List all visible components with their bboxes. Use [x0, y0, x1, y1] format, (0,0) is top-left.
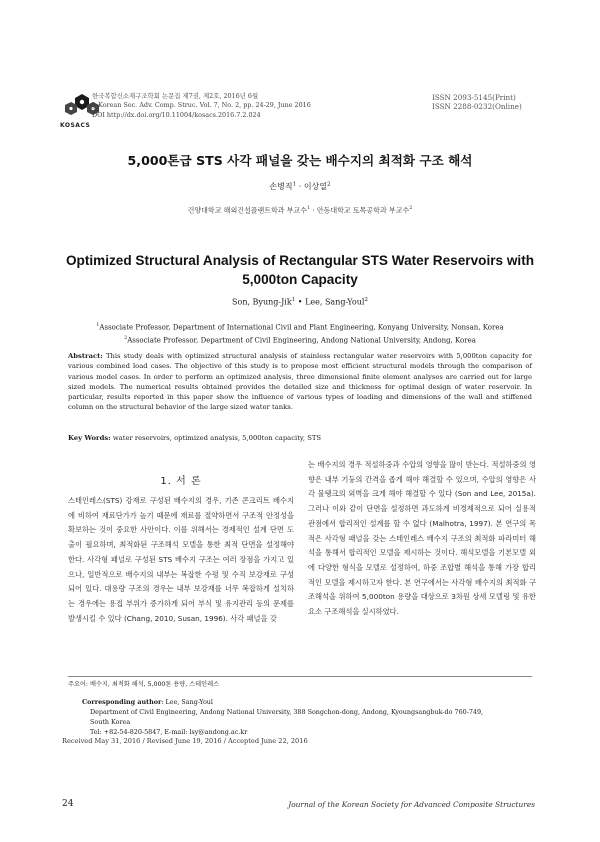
author-ko-2: 이상열 — [303, 182, 327, 191]
author-separator: · — [296, 182, 304, 191]
footnote-divider — [68, 676, 532, 677]
paper-title-en: Optimized Structural Analysis of Rectangular STS Water Reservoirs with 5,000ton Capacity — [65, 253, 535, 287]
author-en-2: Lee, Sang-Youl — [305, 297, 365, 307]
affil-en-2-text: Associate Professor, Department of Civil Engineering, Andong National University, Andong, Korea — [127, 336, 476, 345]
issn-online: ISSN 2288-0232(Online) — [432, 102, 522, 112]
author-ko-2-sup: 2 — [327, 181, 331, 188]
section-heading-introduction: 1. 서 론 — [160, 476, 202, 487]
abstract-label: Abstract: — [68, 352, 103, 360]
corresponding-contact[interactable]: Tel: +82-54-820-5847, E-mail: lsy@andong.ac.kr — [90, 728, 248, 736]
journal-logo-text: KOSACS — [60, 122, 91, 129]
journal-citation-en: J. Korean Soc. Adv. Comp. Struc. Vol. 7, No. 2, pp. 24-29, June 2016 — [92, 101, 311, 110]
keywords-label: Key Words: — [68, 434, 111, 442]
body-text-right-column: 는 배수지의 경우 적설하중과 수압의 영향을 많이 받는다. 적설하중의 영향은 내부 기둥의 간격을 좁게 해야 해결할 수 있으며, 수압의 영향은 사각 물탱크의 외벽을 크게 해야 해결할 수 있다 (Son and Lee, 2015a). 그러나 이와 같이 단면을 설정하면 과도하게 비경제적으로 되어 실용적 관점에서 합리적인 설계를 할 수 없다 (Malhotra, 1997). 본 연구의 목적은 사각형 패널을 갖는 스테인레스 배수지 구조의 최적화 파라미터 해석을 통해서 합리적인 모델을 제시하는 것이다. 해석모델을 기본모델 외에 다양한 형식을 모델로 설정하여, 하중 조합별 해석을 통해 가장 합리적인 모델을 제시하고자 한다. 본 연구에서는 사각형 배수지의 최적화 구조해석을 위하여 5,000ton 용량을 대상으로 3차원 상세 모델링 및 유한요소 구조해석을 실시하였다. — [308, 460, 536, 617]
authors-ko — [0, 181, 600, 192]
abstract-text: This study deals with optimized structural analysis of stainless rectangular water reservoirs with 5,000ton capacity for various combined load cases. The objective of this study is to propose most efficient structural models through the comparison of various model cases. In order to perform an optimized analysis, three dimensional finite element analyses are carried out for large sized models. The numerical results obtained provides the detailed size and thickness for optimal design of water reservoir. In particular, results reported in this paper show the influence of various types of loading and dimensions of the wall and stiffened column on the structural behavior of the large sized water tanks. — [68, 352, 532, 412]
affil-separator: · — [310, 206, 317, 215]
corresponding-address-2: South Korea — [90, 718, 131, 726]
author-ko-1-sup: 1 — [292, 181, 297, 188]
corresponding-author-block — [82, 697, 532, 737]
journal-header — [92, 92, 311, 120]
corresponding-address-1: Department of Civil Engineering, Andong National University, 388 Songchon-dong, Andong, Kyoungsangbuk-do 760-749, — [90, 708, 484, 716]
affil-en-1 — [0, 320, 600, 333]
author-ko-1: 손병직 — [269, 182, 293, 191]
keywords — [68, 434, 532, 442]
doi-link[interactable]: DOI http://dx.doi.org/10.11004/kosacs.2016.7.2.024 — [92, 110, 261, 119]
abstract — [68, 351, 532, 413]
affil-en-1-text: Associate Professor, Department of International Civil and Plant Engineering, Konyang University, Nonsan, Korea — [99, 323, 504, 332]
author-en-1: Son, Byung-Jik — [232, 297, 292, 307]
affil-ko-2-sup: 2 — [409, 205, 413, 211]
keywords-text: water reservoirs, optimized analysis, 5,000ton capacity, STS — [112, 434, 322, 442]
affil-en-1-sup: 1 — [96, 322, 100, 328]
affil-en-2-sup: 2 — [124, 334, 128, 341]
affil-ko-1: 건양대학교 해외건설플랜트학과 부교수 — [187, 206, 308, 215]
journal-citation-ko: 한국복합신소재구조학회 논문집 제7권, 제2호, 2016년 6월 — [92, 92, 259, 100]
issn-print: ISSN 2093-5145(Print) — [432, 93, 516, 102]
affiliations-en — [0, 320, 600, 346]
paper-title-ko: 5,000톤급 STS 사각 패널을 갖는 배수지의 최적화 구조 해석 — [127, 153, 473, 168]
author-en-1-sup: 1 — [291, 297, 296, 303]
issn-block — [432, 93, 522, 112]
author-en-2-sup: 2 — [364, 297, 368, 303]
affil-ko-2: 안동대학교 토목공학과 부교수 — [316, 206, 410, 215]
author-en-separator: • — [295, 297, 306, 307]
affil-en-2 — [0, 333, 600, 346]
footer-journal-name: Journal of the Korean Society for Advanced Composite Structures — [288, 800, 535, 809]
body-text-left-column: 스테인레스(STS) 강재로 구성된 배수지의 경우, 기존 콘크리트 배수지에 비하여 재료단가가 높기 때문에 재료를 절약하면서 구조적 안정성을 확보하는 것이 중요한 사안이다. 이를 위해서는 경제적인 설계 단면 도출이 필요하며, 최적화된 구조해석 모델을 통한 최적 단면을 설정해야 한다. 사각형 패널로 구성된 STS 배수지 구조는 여러 장점을 가지고 있으나, 일반적으로 배수지의 내부는 복잡한 수평 및 수직 보강재로 구성되어 있다. 대용량 구조의 경우는 내부 보강재를 너무 복잡하게 설치하는 경우에는 용접 부위가 증가하게 되어 부식 및 유지관리 등의 문제를 발생시킬 수 있다 (Chang, 2010, Susan, 1996). 사각 패널을 갖 — [68, 496, 294, 623]
corresponding-author-name: : Lee, Sang-Youl — [161, 698, 213, 706]
affiliations-ko — [0, 205, 600, 215]
corresponding-author-line — [82, 697, 532, 707]
page-number: 24 — [62, 799, 74, 809]
affil-ko-1-sup: 1 — [307, 205, 311, 211]
authors-en — [0, 297, 600, 307]
received-dates: Received May 31, 2016 / Revised June 19, 2016 / Accepted June 22, 2016 — [62, 737, 308, 745]
footnote-keywords-ko: 주요어: 배수지, 최적화 해석, 5,000톤 용량, 스테인레스 — [68, 681, 220, 688]
corresponding-author-label: Corresponding author — [82, 698, 162, 706]
